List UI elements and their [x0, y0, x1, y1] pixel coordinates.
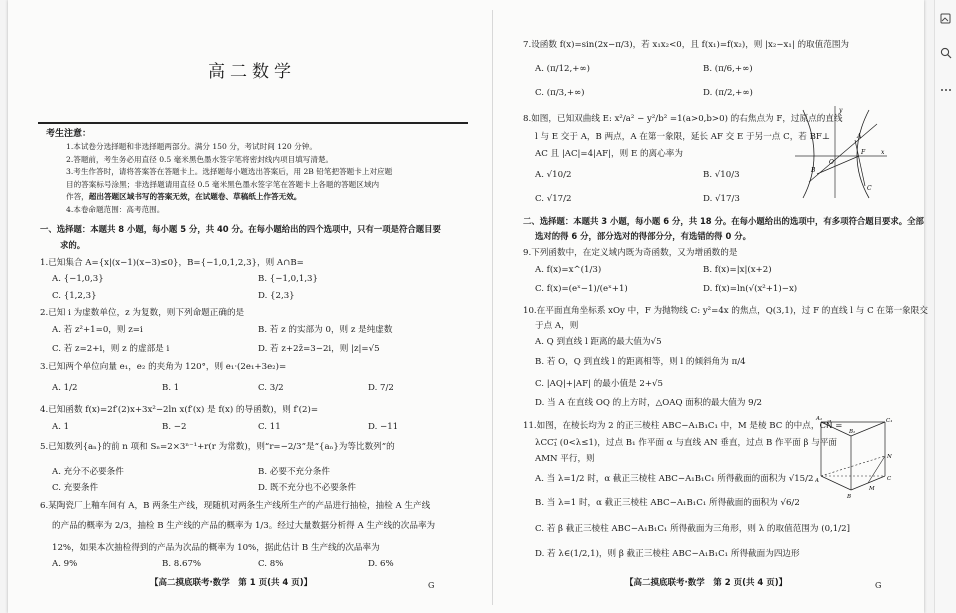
question-10-option: C. |AQ|+|AF| 的最小值是 2+√5	[535, 379, 663, 389]
page-footer: 【高二摸底联考·数学 第 2 页(共 4 页)】	[625, 578, 788, 588]
question-7-option: A. (π/12,+∞)	[535, 64, 590, 74]
label-N: N	[887, 454, 892, 460]
column-divider	[492, 10, 493, 605]
label-A: A	[857, 133, 862, 140]
paper-version-letter: G	[875, 581, 882, 590]
question-3-option: B. 1	[162, 383, 180, 393]
label-C1: C₁	[886, 418, 893, 424]
question-7-option: C. (π/3,+∞)	[535, 88, 585, 98]
hyperbola-left-branch	[803, 110, 814, 198]
question-3-option: C. 3/2	[258, 383, 284, 393]
question-1-option: B. {−1,0,1,3}	[258, 274, 318, 284]
question-8-option: A. √10/2	[535, 170, 572, 180]
question-8-option: C. √17/2	[535, 194, 572, 204]
question-10-option: B. 若 O，Q 到直线 l 的距离相等，则 l 的倾斜角为 π/4	[535, 357, 746, 367]
label-C: C	[867, 185, 872, 192]
question-5-stem: 5.已知数列{aₙ}的前 n 项和 Sₙ=2×3ⁿ⁻¹+r(r 为常数)，则“r=−2/3”是“{aₙ}为等比数列”的	[40, 442, 395, 452]
line-BF	[817, 156, 859, 174]
question-2-option: B. 若 z 的实部为 0，则 z 是纯虚数	[258, 325, 393, 335]
question-9-option: B. f(x)=|x|(x+2)	[703, 265, 772, 275]
question-6-option: A. 9%	[52, 559, 78, 569]
page-footer: 【高二摸底联考·数学 第 1 页(共 4 页)】	[150, 578, 313, 588]
search-icon[interactable]	[936, 43, 956, 63]
question-5-option: D. 既不充分也不必要条件	[258, 483, 356, 493]
label-M: M	[869, 486, 875, 492]
question-6-stem: 6.某陶瓷厂上釉车间有 A，B 两条生产线，现随机对两条生产线所生产的产品进行抽检，抽检 A 生产线	[40, 501, 431, 511]
question-9-option: D. f(x)=ln(√(x²+1)−x)	[703, 284, 798, 294]
question-10-option: A. Q 到直线 l 距离的最大值为√5	[535, 337, 662, 347]
question-1-option: C. {1,2,3}	[52, 291, 97, 301]
notice-line: 1.本试卷分选择题和非选择题两部分。满分 150 分，考试时间 120 分钟。	[66, 142, 317, 151]
question-2-stem: 2.已知 i 为虚数单位，z 为复数，则下列命题正确的是	[40, 308, 245, 318]
question-9-stem: 9.下列函数中，在定义域内既为奇函数，又为增函数的是	[523, 248, 738, 258]
section2-heading: 二、选择题：本题共 3 小题，每小题 6 分，共 18 分。在每小题给出的选项中，有多项符合题目要求。全部	[523, 216, 924, 226]
question-10-stem: 10.在平面直角坐标系 xOy 中，F 为抛物线 C: y²=4x 的焦点，Q(3,1)，过 F 的直线 l 与 C 在第一象限交	[523, 306, 928, 316]
question-2-option: A. 若 z²+1=0，则 z=i	[52, 325, 143, 335]
question-3-stem: 3.已知两个单位向量 e₁，e₂ 的夹角为 120°，则 e₁·(2e₁+3e₂)=	[40, 362, 287, 372]
question-4-stem: 4.已知函数 f(x)=2f′(2)x+3x²−2ln x(f′(x) 是 f(x) 的导函数)，则 f′(2)=	[40, 405, 319, 415]
question-8-option: B. √10/3	[703, 170, 740, 180]
question-6-option: B. 8.67%	[162, 559, 202, 569]
image-search-icon[interactable]	[936, 9, 956, 29]
question-4-option: D. −11	[368, 422, 399, 432]
question-2-option: C. 若 z=2+i，则 z 的虚部是 i	[52, 344, 170, 354]
question-6-stem-cont: 的产品的概率为 2/3，抽检 B 生产线的产品的概率为 1/3。经过大量数据分析得 A 生产线的次品率为	[52, 521, 436, 531]
notice-line: 目的答案标号涂黑；非选择题请用直径 0.5 毫米黑色墨水签字笔在答题卡上各题的答题区域内	[66, 179, 380, 189]
label-B1: B₁	[849, 429, 856, 435]
label-C-base: C	[887, 476, 892, 482]
question-1-option: D. {2,3}	[258, 291, 295, 301]
question-11-stem: 11.如图，在棱长均为 2 的正三棱柱 ABC−A₁B₁C₁ 中，M 是棱 BC 的中点，CN⃗ =	[523, 421, 843, 431]
question-2-option: D. 若 z+2z̄=3−2i，则 |z|=√5	[258, 344, 380, 354]
notice-line: 4.本卷命题范围：高考范围。	[66, 204, 165, 214]
question-8-stem: 8.如图，已知双曲线 E: x²/a² − y²/b² =1(a>0,b>0) 的右焦点为 F，过原点的直线	[523, 114, 843, 124]
question-4-option: A. 1	[52, 422, 70, 432]
question-6-option: D. 6%	[368, 559, 394, 569]
exam-page	[8, 0, 928, 613]
section2-heading-cont: 选对的得 6 分，部分选对的得部分分，有选错的得 0 分。	[535, 231, 751, 241]
label-A1: A₁	[816, 416, 823, 422]
question-5-option: A. 充分不必要条件	[52, 467, 124, 477]
label-B: B	[811, 167, 816, 174]
label-A-base: A	[815, 478, 819, 484]
prism-figure	[815, 414, 895, 500]
question-4-option: C. 11	[258, 422, 281, 432]
question-9-option: C. f(x)=(eˣ−1)/(eˣ+1)	[535, 284, 628, 294]
right-toolbar	[934, 0, 956, 613]
question-11-option: B. 当 λ=1 时，α 截正三棱柱 ABC−A₁B₁C₁ 所得截面的面积为 √6/2	[535, 498, 800, 508]
line-AC	[855, 140, 865, 186]
label-B-base: B	[847, 494, 852, 500]
question-8-stem-cont: AC 且 |AC|=4|AF|，则 E 的离心率为	[535, 149, 683, 159]
section1-heading: 一、选择题：本题共 8 小题，每小题 5 分，共 40 分。在每小题给出的四个选项中，只有一项是符合题目要	[40, 224, 441, 234]
question-7-option: B. (π/6,+∞)	[703, 64, 753, 74]
question-3-option: D. 7/2	[368, 383, 394, 393]
question-11-option: C. 若 β 截正三棱柱 ABC−A₁B₁C₁ 所得截面为三角形，则 λ 的取值范围为 (0,1/2]	[535, 524, 850, 534]
question-7-option: D. (π/2,+∞)	[703, 88, 753, 98]
question-4-option: B. −2	[162, 422, 187, 432]
section1-heading-cont: 求的。	[60, 240, 86, 250]
question-5-option: B. 必要不充分条件	[258, 467, 330, 477]
more-icon[interactable]	[936, 80, 956, 100]
question-6-option: C. 8%	[258, 559, 284, 569]
notice-line: 2.答题前，考生务必用直径 0.5 毫米黑色墨水签字笔将密封线内项目填写清楚。	[66, 154, 334, 164]
question-1-option: A. {−1,0,3}	[52, 274, 104, 284]
notice-line-tail: 作答，	[66, 192, 89, 202]
label-O: O	[829, 159, 834, 166]
question-11-option: A. 当 λ=1/2 时，α 截正三棱柱 ABC−A₁B₁C₁ 所得截面的面积为 √15/2	[535, 474, 814, 484]
notice-line: 3.考生作答时，请将答案答在答题卡上。选择题每小题选出答案后，用 2B 铅笔把答题卡上对应题	[66, 167, 393, 177]
notice-heading: 考生注意：	[46, 129, 92, 139]
question-5-option: C. 充要条件	[52, 483, 99, 493]
label-F: F	[861, 149, 866, 156]
question-7-stem: 7.设函数 f(x)=sin(2x−π/3)，若 x₁x₂<0，且 f(x₁)=f(x₂)，则 |x₂−x₁| 的取值范围为	[523, 40, 850, 50]
label-x: x	[881, 149, 885, 156]
paper-version-letter: G	[428, 581, 435, 590]
question-11-stem-cont: AMN 平行，则	[535, 454, 595, 464]
question-8-stem-cont: l 与 E 交于 A，B 两点，A 在第一象限，延长 AF 交 E 于另一点 C，若 BF⊥	[535, 132, 830, 142]
question-8-option: D. √17/3	[703, 194, 740, 204]
question-11-stem-cont: λCC₁⃗ (0<λ≤1)，过点 B₁ 作平面 α 与直线 AN 垂直，过点 B 作平面 β 与平面	[535, 438, 838, 448]
question-6-stem-cont: 12%，如果本次抽检得到的产品为次品的概率为 10%，据此估计 B 生产线的次品率为	[52, 543, 380, 553]
question-1-stem: 1.已知集合 A={x|(x−1)(x−3)≤0}，B={−1,0,1,2,3}，则 A∩B=	[40, 258, 304, 268]
right-column	[513, 0, 928, 613]
notice-warning: 超出答题区域书写的答案无效，在试题卷、草稿纸上作答无效。	[88, 192, 302, 202]
question-10-option: D. 当 A 在直线 OQ 的上方时，△OAQ 面积的最大值为 9/2	[535, 398, 762, 408]
left-questions	[38, 0, 476, 613]
page-title: 高二数学	[208, 62, 296, 82]
question-3-option: A. 1/2	[52, 383, 78, 393]
question-10-stem-cont: 于点 A，则	[535, 321, 579, 331]
hyperbola-figure	[795, 104, 889, 200]
question-11-option: D. 若 λ∈(1/2,1)，则 β 截正三棱柱 ABC−A₁B₁C₁ 所得截面为四边形	[535, 549, 800, 559]
label-y: y	[839, 107, 843, 114]
question-9-option: A. f(x)=x^(1/3)	[535, 265, 602, 275]
